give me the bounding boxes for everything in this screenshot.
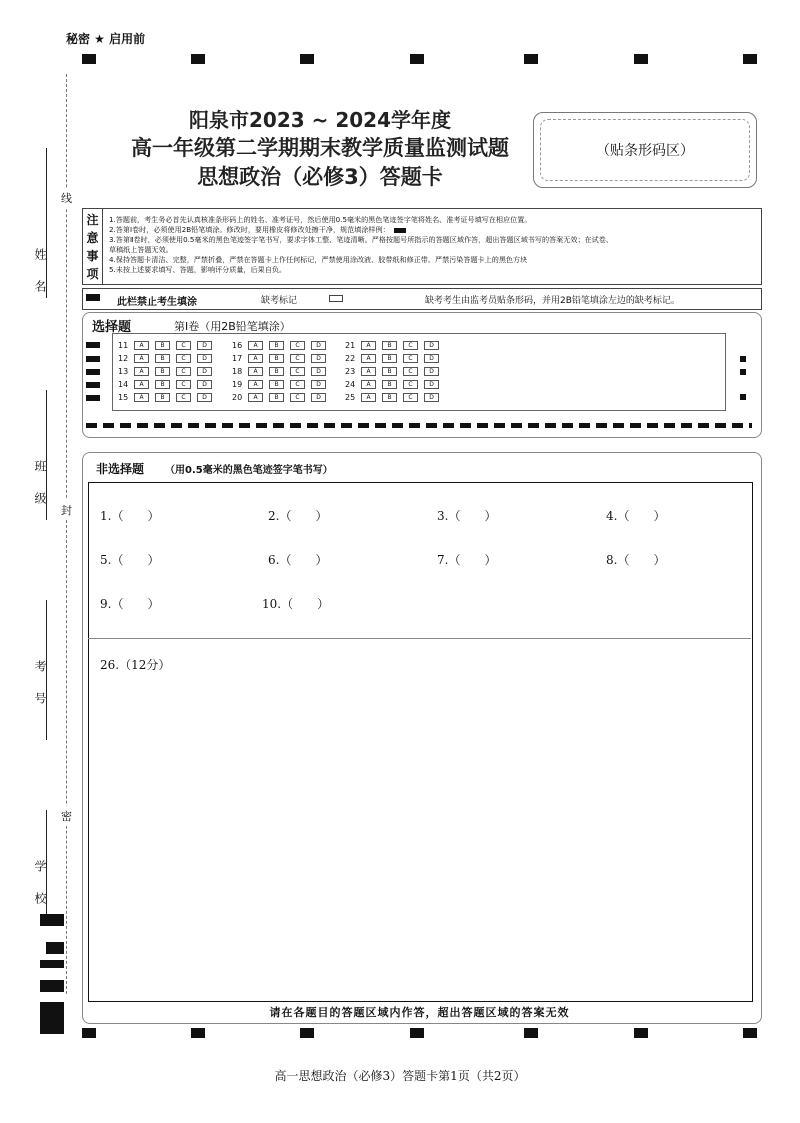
answer-bubble-b[interactable]: B [269,341,284,350]
question-number: 20 [232,392,243,402]
answer-bubble-d[interactable]: D [311,367,326,376]
answer-bubble-b[interactable]: B [269,367,284,376]
forbid-label: 此栏禁止考生填涂 [117,297,197,308]
answer-bubble-c[interactable]: C [290,354,305,363]
answer-bubble-d[interactable]: D [311,380,326,389]
notice-heading: 注 意 事 项 [83,209,103,284]
answer-bubble-a[interactable]: A [134,341,149,350]
blank-2[interactable]: 2.（ ） [268,509,328,523]
notice-box [82,208,762,285]
answer-bubble-c[interactable]: C [176,380,191,389]
choice-question [118,352,218,364]
blank-3[interactable]: 3.（ ） [437,509,497,523]
blank-6[interactable]: 6.（ ） [268,553,328,567]
answer-bubble-c[interactable]: C [290,393,305,402]
choice-subtitle: 第Ⅰ卷（用2B铅笔填涂） [174,320,291,333]
answer-bubble-b[interactable]: B [155,341,170,350]
choice-question [118,339,218,351]
answer-bubble-a[interactable]: A [134,367,149,376]
name-label: 姓 名 [33,248,47,296]
answer-bubble-b[interactable]: B [155,393,170,402]
answer-bubble-d[interactable]: D [311,354,326,363]
sample-fill-mark [394,228,406,233]
answer-bubble-a[interactable]: A [361,367,376,376]
answer-bubble-a[interactable]: A [361,354,376,363]
answer-bubble-a[interactable]: A [248,341,263,350]
answer-bubble-b[interactable]: B [382,341,397,350]
blank-1[interactable]: 1.（ ） [100,509,160,523]
answer-bubble-c[interactable]: C [176,341,191,350]
blank-4[interactable]: 4.（ ） [606,509,666,523]
absent-label: 缺考标记 [261,296,298,306]
absent-row [82,288,762,310]
answer-bubble-c[interactable]: C [290,367,305,376]
answer-bubble-d[interactable]: D [197,380,212,389]
question-number: 13 [118,366,129,376]
absent-checkbox[interactable] [329,295,343,302]
nonchoice-title: 非选择题 [96,462,145,476]
blank-10[interactable]: 10.（ ） [262,597,330,611]
exam-number-label: 考 号 [33,660,47,708]
title-line-2: 高一年级第二学期期末教学质量监测试题 [131,136,509,160]
question-number: 24 [345,379,356,389]
question-number: 25 [345,392,356,402]
question-26-label: 26.（12分） [100,658,171,672]
question-26-answer-area[interactable] [100,676,740,994]
question-number: 11 [118,340,129,350]
blank-9[interactable]: 9.（ ） [100,597,160,611]
answer-bubble-a[interactable]: A [361,380,376,389]
choice-question [345,352,445,364]
choice-question [232,352,332,364]
answer-bubble-b[interactable]: B [155,380,170,389]
choice-question [232,378,332,390]
answer-bubble-d[interactable]: D [424,341,439,350]
class-label: 班 级 [33,460,47,508]
choice-question [232,339,332,351]
answer-bubble-d[interactable]: D [424,380,439,389]
answer-bubble-b[interactable]: B [382,354,397,363]
choice-question [118,365,218,377]
divider [88,638,751,639]
answer-bubble-d[interactable]: D [311,393,326,402]
choice-question [118,378,218,390]
choice-question [345,378,445,390]
notice-text: 1.答题前，考生务必首先认真核准条形码上的姓名、准考证号，然后使用0.5毫米的黑色笔迹签字笔将姓名、准考证号填写在相应位置。 2.答第Ⅰ卷时，必须使用2B铅笔填涂。修改时，要用橡皮将修改处擦干净，规范填涂样例： 3.答第Ⅱ卷时，必须使用0.5毫米的黑色笔迹签字笔书写，要求字体工整、笔迹清晰。严格按题号所指示的答题区域作答，超出答题区域书写的答案无效；在试卷、 草稿纸上答题无效。 4.保持答题卡清洁、完整，严禁折叠，严禁在答题卡上作任何标记，严禁使用涂改液、胶带纸和修正带。严禁污染答题卡上的黑色方块 5.未按上述要求填写、答题，影响评分质量，后果自负。 [109,215,613,274]
answer-bubble-c[interactable]: C [290,341,305,350]
question-number: 16 [232,340,243,350]
answer-bubble-a[interactable]: A [134,354,149,363]
bind-word-seal: 封 [61,500,72,520]
question-number: 17 [232,353,243,363]
answer-bubble-a[interactable]: A [248,354,263,363]
bottom-note: 请在各题目的答题区域内作答，超出答题区域的答案无效 [269,1006,570,1019]
answer-bubble-c[interactable]: C [176,354,191,363]
choice-question [232,365,332,377]
answer-bubble-a[interactable]: A [134,393,149,402]
title-line-3: 思想政治（必修3）答题卡 [197,165,443,189]
question-number: 14 [118,379,129,389]
answer-bubble-d[interactable]: D [197,341,212,350]
answer-bubble-c[interactable]: C [403,341,418,350]
question-number: 18 [232,366,243,376]
choice-question [232,391,332,403]
school-label: 学 校 [33,860,47,908]
answer-bubble-c[interactable]: C [176,393,191,402]
answer-bubble-d[interactable]: D [424,393,439,402]
choice-bottom-dashes [86,423,752,428]
answer-bubble-b[interactable]: B [382,380,397,389]
answer-bubble-b[interactable]: B [155,354,170,363]
choice-title: 选择题 [92,320,132,335]
question-number: 12 [118,353,129,363]
answer-bubble-c[interactable]: C [176,367,191,376]
answer-bubble-a[interactable]: A [361,393,376,402]
answer-bubble-d[interactable]: D [197,367,212,376]
answer-bubble-d[interactable]: D [197,354,212,363]
answer-bubble-c[interactable]: C [403,367,418,376]
bind-word-line: 线 [61,188,72,208]
answer-bubble-a[interactable]: A [134,380,149,389]
secret-label: 秘密 ★ 启用前 [66,32,146,46]
blank-5[interactable]: 5.（ ） [100,553,160,567]
answer-bubble-b[interactable]: B [155,367,170,376]
answer-bubble-c[interactable]: C [403,354,418,363]
nonchoice-subtitle: （用0.5毫米的黑色笔迹签字笔书写） [165,465,333,476]
answer-bubble-a[interactable]: A [361,341,376,350]
barcode-label: （贴条形码区） [540,119,750,181]
answer-bubble-b[interactable]: B [269,354,284,363]
answer-bubble-d[interactable]: D [197,393,212,402]
absent-note: 缺考考生由监考员贴条形码，并用2B铅笔填涂左边的缺考标记。 [425,296,680,306]
answer-bubble-d[interactable]: D [311,341,326,350]
answer-bubble-c[interactable]: C [403,393,418,402]
answer-bubble-b[interactable]: B [269,380,284,389]
title-line-1: 阳泉市2023 ~ 2024学年度 [188,108,451,132]
answer-bubble-a[interactable]: A [248,367,263,376]
blank-7[interactable]: 7.（ ） [437,553,497,567]
blank-8[interactable]: 8.（ ） [606,553,666,567]
question-number: 21 [345,340,356,350]
answer-bubble-d[interactable]: D [424,367,439,376]
bind-word-secret: 密 [61,806,72,826]
answer-bubble-c[interactable]: C [290,380,305,389]
choice-question [345,365,445,377]
question-number: 23 [345,366,356,376]
question-number: 19 [232,379,243,389]
choice-question [345,391,445,403]
question-number: 15 [118,392,129,402]
question-number: 22 [345,353,356,363]
answer-bubble-d[interactable]: D [424,354,439,363]
answer-bubble-b[interactable]: B [269,393,284,402]
page-footer: 高一思想政治（必修3）答题卡第1页（共2页） [274,1069,526,1083]
choice-question [345,339,445,351]
binding-line [66,74,67,994]
choice-question [118,391,218,403]
answer-bubble-a[interactable]: A [248,380,263,389]
answer-bubble-c[interactable]: C [403,380,418,389]
answer-bubble-a[interactable]: A [248,393,263,402]
answer-bubble-b[interactable]: B [382,367,397,376]
answer-bubble-b[interactable]: B [382,393,397,402]
